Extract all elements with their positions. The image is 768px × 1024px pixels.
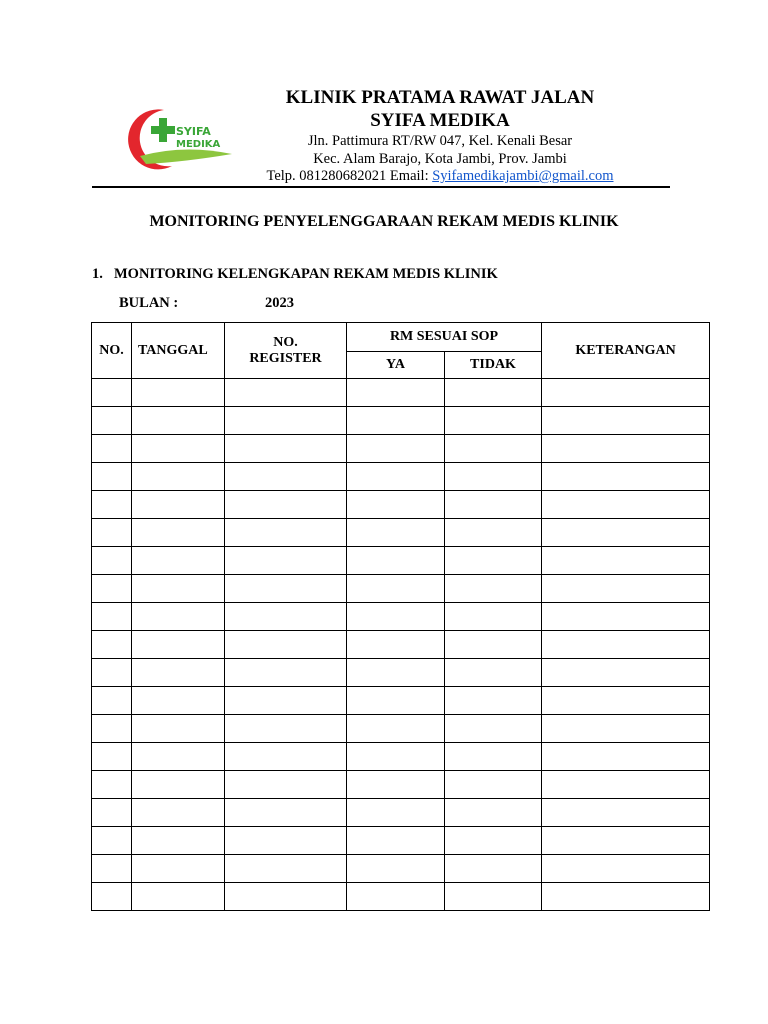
- table-row: [92, 743, 710, 771]
- table-row: [92, 575, 710, 603]
- table-cell[interactable]: [347, 659, 445, 687]
- table-cell[interactable]: [445, 659, 542, 687]
- table-cell[interactable]: [92, 771, 132, 799]
- table-cell[interactable]: [92, 379, 132, 407]
- table-row: [92, 603, 710, 631]
- table-cell[interactable]: [132, 715, 225, 743]
- section-number: 1.: [92, 266, 103, 282]
- table-cell[interactable]: [445, 855, 542, 883]
- table-cell[interactable]: [445, 715, 542, 743]
- table-cell[interactable]: [542, 687, 710, 715]
- table-cell[interactable]: [542, 379, 710, 407]
- table-row: [92, 379, 710, 407]
- table-cell[interactable]: [132, 659, 225, 687]
- header-rm-sesuai-sop: RM SESUAI SOP: [347, 323, 542, 352]
- table-cell[interactable]: [347, 855, 445, 883]
- contact-prefix: Telp. 081280682021 Email:: [266, 168, 433, 184]
- table-cell[interactable]: [445, 771, 542, 799]
- table-cell[interactable]: [225, 659, 347, 687]
- table-cell[interactable]: [347, 575, 445, 603]
- table-cell[interactable]: [542, 631, 710, 659]
- table-cell[interactable]: [132, 827, 225, 855]
- table-cell[interactable]: [92, 799, 132, 827]
- table-cell[interactable]: [225, 603, 347, 631]
- header-register: NO. REGISTER: [225, 323, 347, 379]
- table-cell[interactable]: [225, 799, 347, 827]
- logo-text-medika: MEDIKA: [176, 139, 221, 150]
- monitoring-table: [91, 322, 710, 911]
- table-row: [92, 631, 710, 659]
- table-cell[interactable]: [225, 575, 347, 603]
- table-cell[interactable]: [542, 799, 710, 827]
- header-tanggal: TANGGAL: [132, 323, 225, 379]
- table-cell[interactable]: [132, 491, 225, 519]
- clinic-address-line2: Kec. Alam Barajo, Kota Jambi, Prov. Jambi: [313, 150, 567, 167]
- table-cell[interactable]: [225, 827, 347, 855]
- table-cell[interactable]: [92, 631, 132, 659]
- letterhead-divider: [92, 186, 670, 188]
- table-cell[interactable]: [92, 883, 132, 911]
- table-cell[interactable]: [225, 379, 347, 407]
- table-cell[interactable]: [225, 491, 347, 519]
- table-cell[interactable]: [92, 855, 132, 883]
- table-cell[interactable]: [445, 743, 542, 771]
- header-no: NO.: [92, 323, 132, 379]
- table-cell[interactable]: [445, 435, 542, 463]
- table-cell[interactable]: [132, 519, 225, 547]
- email-link[interactable]: Syifamedikajambi@gmail.com: [432, 168, 614, 184]
- table-cell[interactable]: [445, 519, 542, 547]
- table-cell[interactable]: [347, 715, 445, 743]
- table-row: [92, 715, 710, 743]
- table-cell[interactable]: [132, 743, 225, 771]
- table-cell[interactable]: [347, 603, 445, 631]
- table-cell[interactable]: [132, 547, 225, 575]
- table-cell[interactable]: [445, 463, 542, 491]
- table-cell[interactable]: [92, 463, 132, 491]
- table-cell[interactable]: [445, 631, 542, 659]
- section-heading: [92, 266, 498, 283]
- table-cell[interactable]: [225, 435, 347, 463]
- clinic-name-line1: KLINIK PRATAMA RAWAT JALAN: [285, 87, 595, 108]
- table-cell[interactable]: [445, 883, 542, 911]
- header-keterangan: KETERANGAN: [542, 323, 710, 379]
- table-cell[interactable]: [132, 407, 225, 435]
- table-cell[interactable]: [225, 687, 347, 715]
- table-cell[interactable]: [225, 855, 347, 883]
- table-cell[interactable]: [347, 379, 445, 407]
- header-tidak: TIDAK: [445, 352, 542, 379]
- table-cell[interactable]: [225, 771, 347, 799]
- table-cell[interactable]: [347, 687, 445, 715]
- table-cell[interactable]: [542, 603, 710, 631]
- table-cell[interactable]: [132, 379, 225, 407]
- table-row: [92, 491, 710, 519]
- table-cell[interactable]: [542, 547, 710, 575]
- table-cell[interactable]: [347, 799, 445, 827]
- table-cell[interactable]: [92, 435, 132, 463]
- table-row: [92, 687, 710, 715]
- table-cell[interactable]: [542, 883, 710, 911]
- table-cell[interactable]: [92, 575, 132, 603]
- table-cell[interactable]: [225, 547, 347, 575]
- table-cell[interactable]: [132, 603, 225, 631]
- table-cell[interactable]: [92, 827, 132, 855]
- table-row: [92, 519, 710, 547]
- year-value: 2023: [265, 295, 294, 311]
- table-cell[interactable]: [132, 771, 225, 799]
- table-cell[interactable]: [225, 715, 347, 743]
- table-cell[interactable]: [542, 855, 710, 883]
- table-cell[interactable]: [445, 687, 542, 715]
- table-cell[interactable]: [542, 519, 710, 547]
- table-row: [92, 771, 710, 799]
- table-row: [92, 407, 710, 435]
- clinic-contact: [220, 168, 660, 186]
- table-cell[interactable]: [92, 547, 132, 575]
- section-title: MONITORING KELENGKAPAN REKAM MEDIS KLINIK: [114, 266, 498, 282]
- table-cell[interactable]: [132, 631, 225, 659]
- table-cell[interactable]: [92, 659, 132, 687]
- table-cell[interactable]: [225, 631, 347, 659]
- table-cell[interactable]: [347, 827, 445, 855]
- table-cell[interactable]: [542, 771, 710, 799]
- table-cell[interactable]: [347, 463, 445, 491]
- table-cell[interactable]: [542, 463, 710, 491]
- table-cell[interactable]: [445, 491, 542, 519]
- header-ya: YA: [347, 352, 445, 379]
- table-cell[interactable]: [347, 547, 445, 575]
- table-cell[interactable]: [542, 827, 710, 855]
- table-cell[interactable]: [92, 603, 132, 631]
- logo-cross: [151, 118, 175, 142]
- table-cell[interactable]: [542, 435, 710, 463]
- table-cell[interactable]: [92, 687, 132, 715]
- table-cell[interactable]: [92, 743, 132, 771]
- table-cell[interactable]: [225, 463, 347, 491]
- clinic-name-line2: SYIFA MEDIKA: [370, 110, 510, 131]
- table-cell[interactable]: [347, 519, 445, 547]
- table-cell[interactable]: [132, 435, 225, 463]
- logo-swoosh: [140, 149, 232, 164]
- document-title: MONITORING PENYELENGGARAAN REKAM MEDIS KLINIK: [149, 213, 619, 230]
- table-cell[interactable]: [445, 799, 542, 827]
- table-cell[interactable]: [225, 743, 347, 771]
- table-row: [92, 435, 710, 463]
- table-cell[interactable]: [542, 743, 710, 771]
- table-cell[interactable]: [132, 883, 225, 911]
- table-row: [92, 463, 710, 491]
- table-cell[interactable]: [92, 491, 132, 519]
- table-cell[interactable]: [132, 463, 225, 491]
- table-cell[interactable]: [92, 407, 132, 435]
- table-cell[interactable]: [225, 883, 347, 911]
- table-cell[interactable]: [445, 575, 542, 603]
- table-cell[interactable]: [132, 799, 225, 827]
- table-cell[interactable]: [445, 827, 542, 855]
- table-cell[interactable]: [347, 883, 445, 911]
- table-cell[interactable]: [445, 379, 542, 407]
- clinic-address-line1: Jln. Pattimura RT/RW 047, Kel. Kenali Besar: [307, 133, 573, 149]
- table-row: [92, 827, 710, 855]
- table-row: [92, 855, 710, 883]
- table-cell[interactable]: [92, 715, 132, 743]
- table-cell[interactable]: [347, 631, 445, 659]
- month-line: [119, 295, 294, 312]
- table-row: [92, 799, 710, 827]
- table-cell[interactable]: [445, 603, 542, 631]
- table-row: [92, 547, 710, 575]
- table-cell[interactable]: [132, 687, 225, 715]
- table-cell[interactable]: [225, 519, 347, 547]
- table-cell[interactable]: [542, 659, 710, 687]
- table-cell[interactable]: [132, 855, 225, 883]
- table-cell[interactable]: [347, 435, 445, 463]
- table-cell[interactable]: [347, 743, 445, 771]
- table-row: [92, 883, 710, 911]
- table-cell[interactable]: [445, 547, 542, 575]
- table-cell[interactable]: [542, 715, 710, 743]
- table-cell[interactable]: [92, 519, 132, 547]
- letterhead: [220, 86, 660, 186]
- table-cell[interactable]: [347, 407, 445, 435]
- table-cell[interactable]: [347, 491, 445, 519]
- table-cell[interactable]: [542, 491, 710, 519]
- table-cell[interactable]: [445, 407, 542, 435]
- table-row: [92, 659, 710, 687]
- table-cell[interactable]: [542, 407, 710, 435]
- table-cell[interactable]: [347, 771, 445, 799]
- table-cell[interactable]: [225, 407, 347, 435]
- month-label: BULAN :: [119, 295, 179, 311]
- table-cell[interactable]: [132, 575, 225, 603]
- table-cell[interactable]: [542, 575, 710, 603]
- logo-text-syifa: SYIFA: [176, 125, 211, 138]
